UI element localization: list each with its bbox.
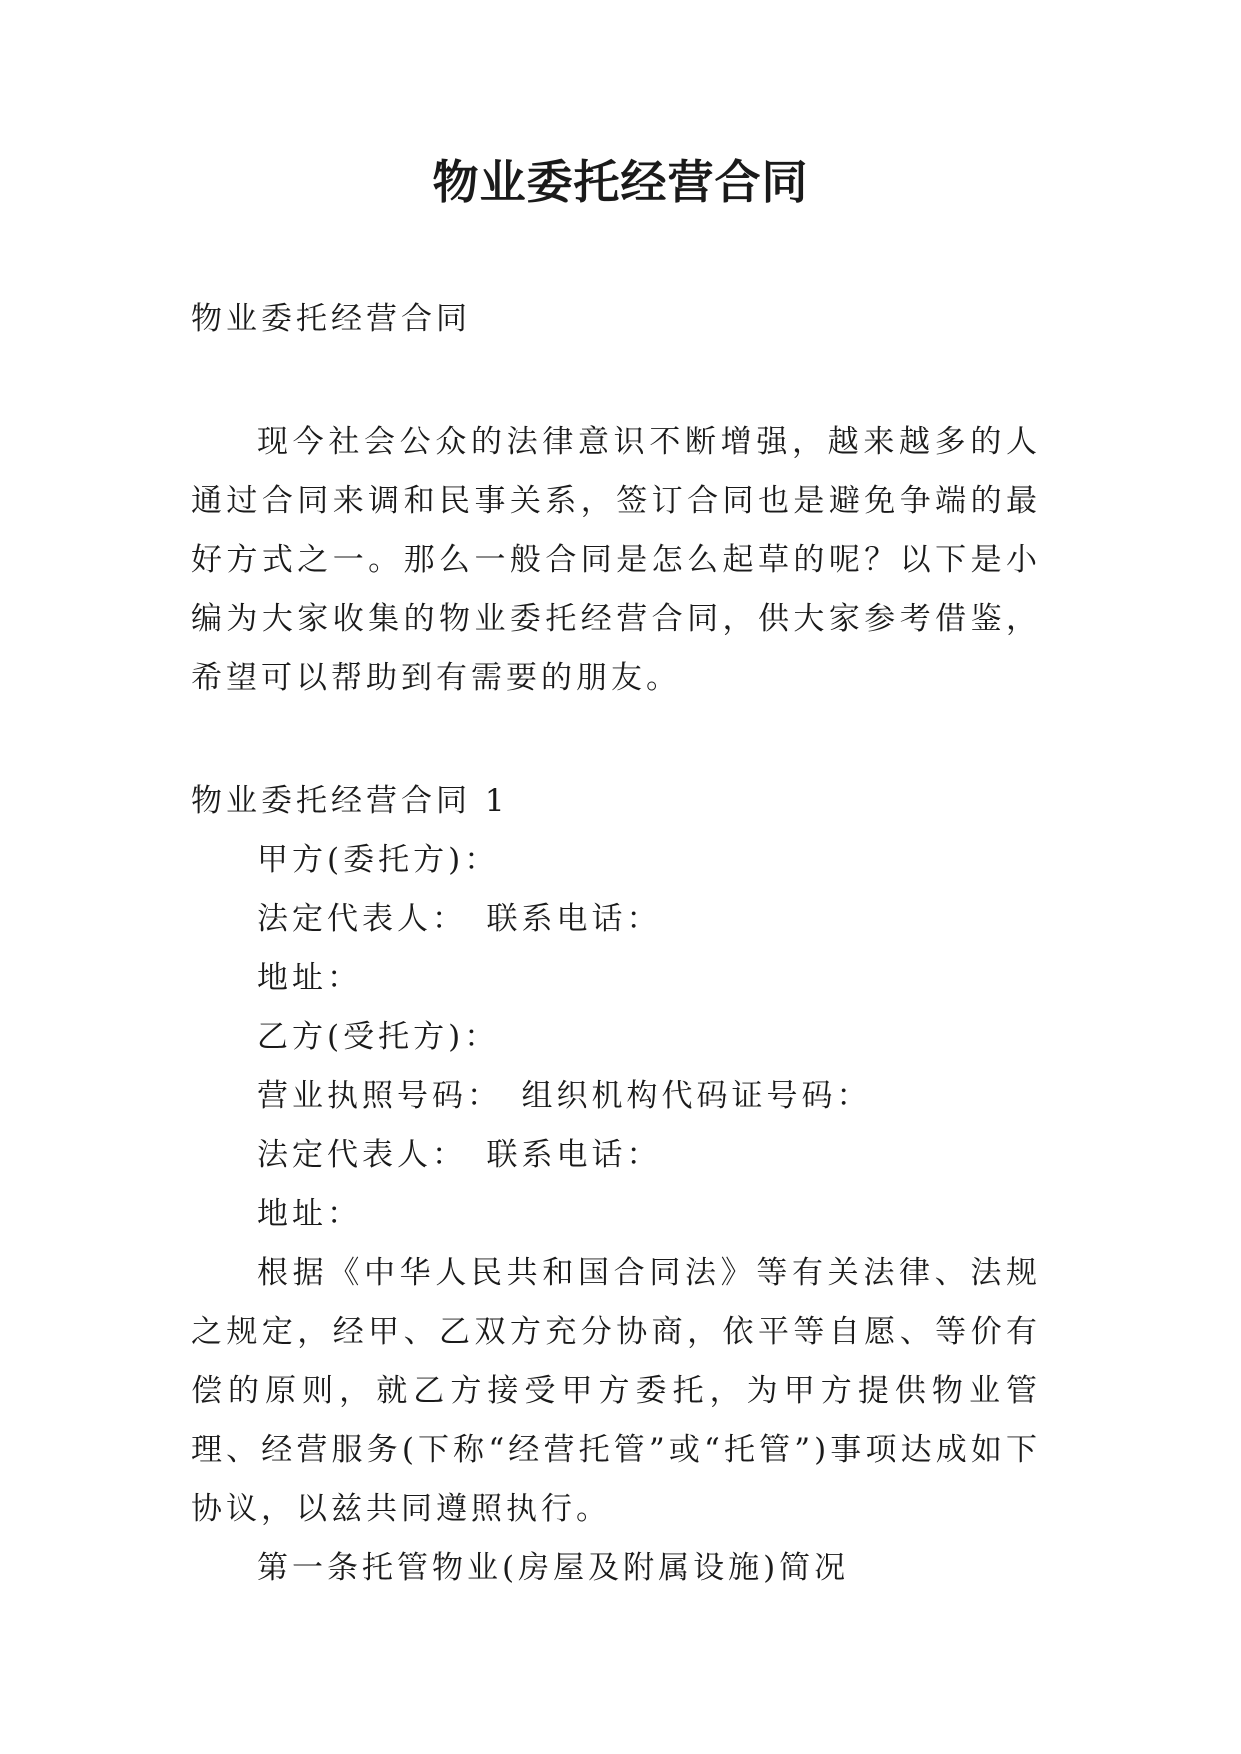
section-heading: 物业委托经营合同 1 bbox=[191, 783, 509, 819]
party-a-address-line: 地址： bbox=[257, 960, 362, 996]
document-subtitle: 物业委托经营合同 bbox=[191, 301, 471, 337]
party-b-license-line: 营业执照号码： 组织机构代码证号码： bbox=[257, 1078, 872, 1114]
party-a-line: 甲方(委托方)： bbox=[257, 842, 500, 878]
party-a-representative-line: 法定代表人： 联系电话： bbox=[257, 901, 662, 937]
party-b-address-line: 地址： bbox=[257, 1196, 362, 1232]
document-body bbox=[191, 290, 1041, 1598]
preamble-paragraph: 根据《中华人民共和国合同法》等有关法律、法规之规定，经甲、乙双方充分协商，依平等自愿、等价有偿的原则，就乙方接受甲方委托，为甲方提供物业管理、经营服务(下称“经营托管”或“托管”)事项达成如下协议，以兹共同遵照执行。 bbox=[191, 1255, 1041, 1527]
party-b-line: 乙方(受托方)： bbox=[257, 1019, 500, 1055]
intro-paragraph: 现今社会公众的法律意识不断增强，越来越多的人通过合同来调和民事关系，签订合同也是避免争端的最好方式之一。那么一般合同是怎么起草的呢？以下是小编为大家收集的物业委托经营合同，供大家参考借鉴，希望可以帮助到有需要的朋友。 bbox=[191, 424, 1041, 696]
party-b-representative-line: 法定代表人： 联系电话： bbox=[257, 1137, 662, 1173]
article-1-heading: 第一条托管物业(房屋及附属设施)简况 bbox=[257, 1550, 850, 1586]
document-title: 物业委托经营合同 bbox=[432, 155, 809, 209]
